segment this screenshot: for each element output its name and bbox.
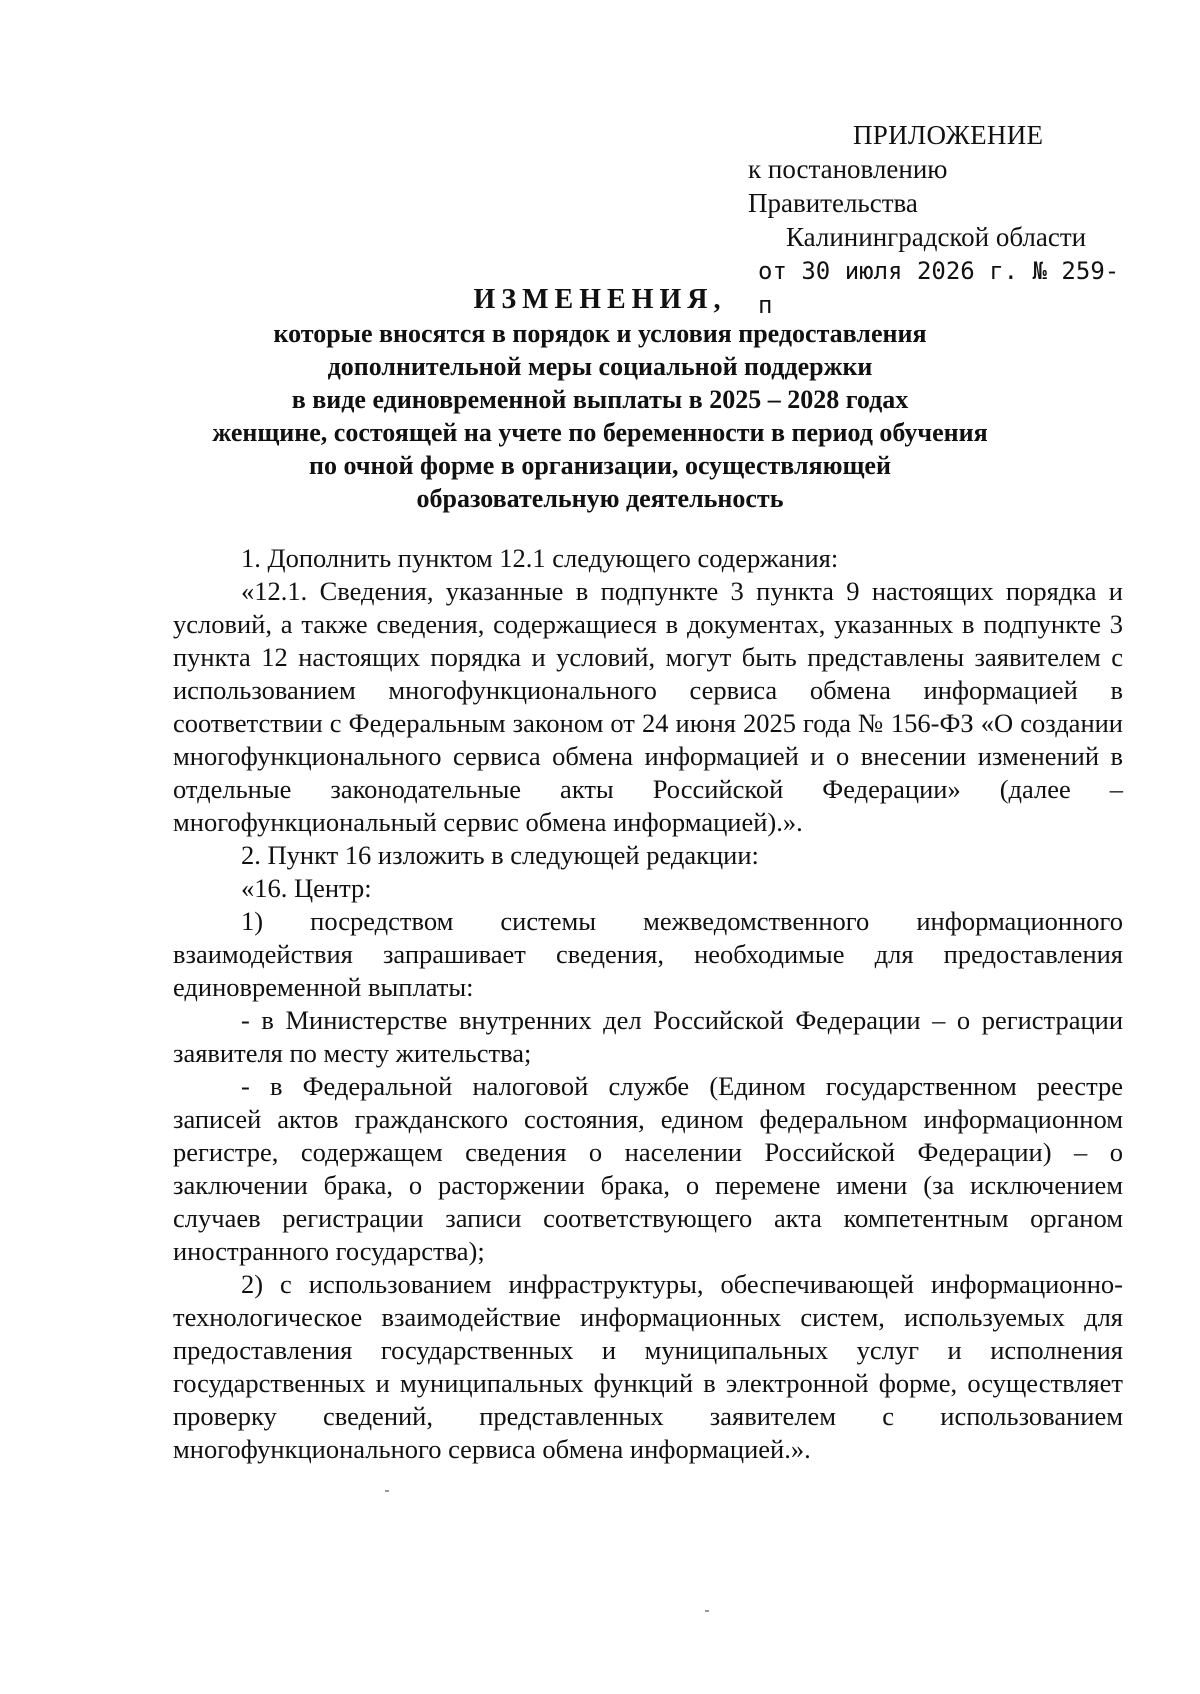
heading-line: которые вносятся в порядок и условия предоставления bbox=[273, 319, 927, 348]
heading-line: по очной форме в организации, осуществляющей bbox=[309, 451, 891, 480]
paragraph-item-2: 2. Пункт 16 изложить в следующей редакции: bbox=[241, 840, 759, 870]
attachment-date: от 30 июля 2026 г. № 259-п bbox=[758, 257, 1120, 319]
paragraph-12-1: «12.1. Сведения, указанные в подпункте 3 пункта 9 настоящих порядка и условий, а также сведения, содержащиеся в документах, указанных в подпункте 3 пункта 12 настоящих порядка и условий, могут быть представлены заявителем с использованием многофункционального сервиса обмена информацией в соответствии с Федеральным законом от 24 июня 2025 года № 156-ФЗ «О создании многофункционального сервиса обмена информацией и о внесении изменений в отдельные законодательные акты Российской Федерации» (далее – многофункциональный сервис обмена информацией).». bbox=[173, 576, 1123, 837]
heading-line: женщине, состоящей на учете по беременности в период обучения bbox=[212, 418, 988, 447]
heading-line: в виде единовременной выплаты в 2025 – 2028 годах bbox=[291, 385, 909, 414]
document-body bbox=[173, 542, 1123, 1466]
paragraph-16-subitem-2: 2) с использованием инфраструктуры, обеспечивающей информационно-технологическое взаимодействие информационных систем, используемых для предоставления государственных и муниципальных услуг и исполнения государственных и муниципальных функций в электронной форме, осуществляет проверку сведений, представленных заявителем с использованием многофункционального сервиса обмена информацией.». bbox=[173, 1269, 1123, 1464]
document-heading bbox=[150, 283, 1050, 515]
paragraph-16-subitem-1: 1) посредством системы межведомственного информационного взаимодействия запрашивает сведения, необходимые для предоставления единовременной выплаты: bbox=[173, 906, 1123, 1002]
paragraph-item-1: 1. Дополнить пунктом 12.1 следующего содержания: bbox=[241, 543, 839, 573]
paragraph-16-header: «16. Центр: bbox=[241, 873, 372, 903]
heading-main: ИЗМЕНЕНИЯ, bbox=[473, 284, 727, 315]
heading-line: образовательную деятельность bbox=[416, 484, 784, 513]
attachment-region: Калининградской области bbox=[786, 222, 1087, 252]
attachment-title: ПРИЛОЖЕНИЕ bbox=[853, 120, 1044, 150]
paragraph-mvd-request: - в Министерстве внутренних дел Российской Федерации – о регистрации заявителя по месту жительства; bbox=[173, 1005, 1123, 1068]
paragraph-fns-request: - в Федеральной налоговой службе (Едином государственном реестре записей актов гражданского состояния, едином федеральном информационном регистре, содержащем сведения о населении Российской Федерации) – о заключении брака, о расторжении брака, о перемене имени (за исключением случаев регистрации записи соответствующего акта компетентным органом иностранного государства); bbox=[173, 1071, 1123, 1266]
scan-speck bbox=[705, 1610, 709, 1612]
heading-line: дополнительной меры социальной поддержки bbox=[327, 352, 873, 381]
scan-speck bbox=[385, 1490, 389, 1492]
attachment-to: к постановлению Правительства bbox=[748, 154, 948, 218]
